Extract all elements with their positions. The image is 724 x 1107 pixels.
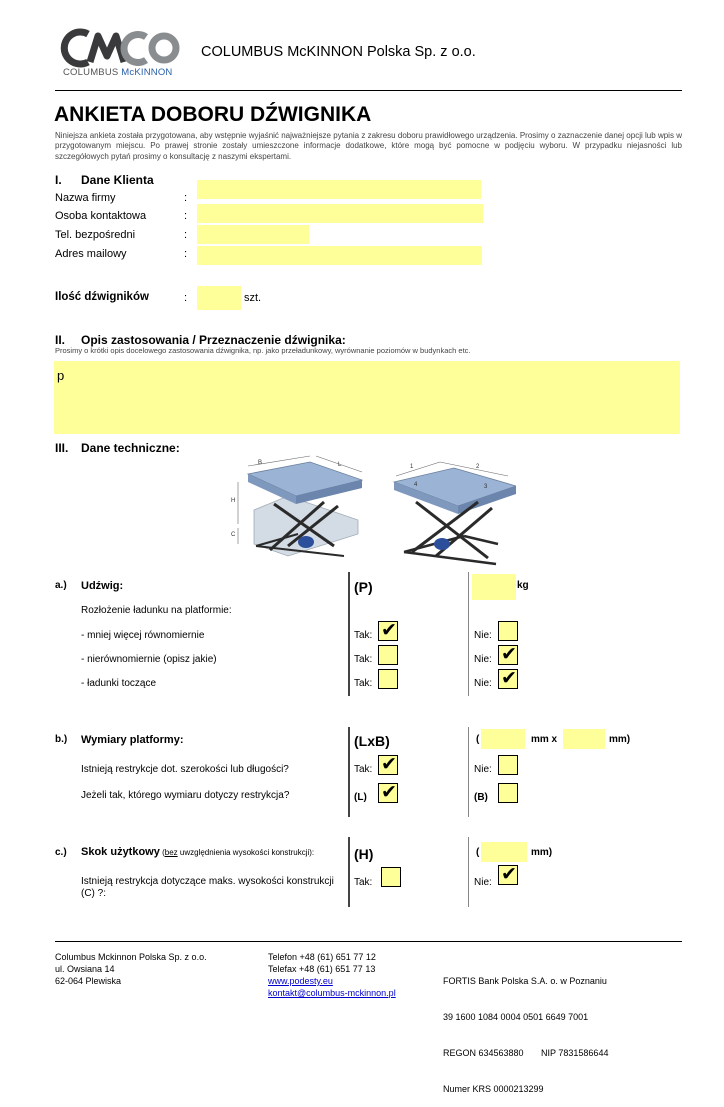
item-a-marker: a.) — [55, 580, 67, 591]
footer-krs: Numer KRS 0000213299 — [443, 1084, 544, 1094]
email-label: Adres mailowy — [55, 248, 127, 260]
footer-account: 39 1600 1084 0004 0501 6649 7001 — [443, 1012, 589, 1022]
column-divider — [468, 727, 469, 817]
restriction-l-checkbox[interactable] — [378, 783, 398, 803]
footer-company: Columbus Mckinnon Polska Sp. z o.o. — [55, 952, 207, 962]
mm-close-label: mm) — [609, 734, 631, 745]
height-restriction-no-checkbox[interactable] — [498, 865, 518, 885]
item-a-title: Udźwig: — [81, 580, 124, 592]
label-1: 1 — [410, 464, 414, 470]
item-a-symbol: (P) — [354, 579, 373, 595]
restricted-dimension-label: Jeżeli tak, którego wymiaru dotyczy restrykcja? — [81, 790, 290, 801]
textarea-value: p — [57, 368, 65, 383]
contact-person-label: Osoba kontaktowa — [55, 210, 147, 222]
item-c-marker: c.) — [55, 847, 67, 858]
footer-bank-name: FORTIS Bank Polska S.A. o. w Poznaniu — [443, 976, 607, 986]
stroke-height-input[interactable] — [481, 842, 527, 862]
footer-divider — [55, 941, 682, 942]
phone-input[interactable] — [197, 225, 309, 244]
contact-person-input[interactable] — [197, 204, 483, 223]
footer-email-link[interactable]: kontakt@columbus-mckinnon.pl — [268, 988, 396, 998]
no-label: Nie: — [474, 877, 492, 888]
page-title: ANKIETA DOBORU DŹWIGNIKA — [54, 103, 372, 126]
company-name-input[interactable] — [197, 180, 481, 199]
load-capacity-input[interactable] — [472, 574, 516, 600]
uneven-load-label: - nierównomiernie (opisz jakie) — [81, 654, 217, 665]
check-icon: ✔ — [501, 643, 517, 665]
dimension-restriction-yes-checkbox[interactable] — [378, 755, 398, 775]
load-distribution-label: Rozłożenie ładunku na platformie: — [81, 605, 232, 616]
mm-x-label: mm x — [531, 734, 558, 745]
stroke-title: Skok użytkowy — [81, 846, 160, 858]
dimension-restriction-no-checkbox[interactable] — [498, 755, 518, 775]
rolling-load-yes-checkbox[interactable] — [378, 669, 398, 689]
phone-label: Tel. bezpośredni — [55, 229, 136, 241]
colon: : — [184, 292, 188, 304]
footer-city: 62-064 Plewiska — [55, 976, 122, 986]
footer-fax: Telefax +48 (61) 651 77 13 — [268, 964, 376, 974]
column-divider — [348, 572, 350, 696]
section1-title: Dane Klienta — [81, 173, 154, 187]
label-b: B — [258, 460, 263, 466]
footer-street: ul. Owsiana 14 — [55, 964, 115, 974]
footer-regon-nip: REGON 634563880 NIP 7831586644 — [443, 1048, 609, 1058]
column-divider — [468, 572, 469, 696]
height-restriction-yes-checkbox[interactable] — [381, 867, 401, 887]
email-input[interactable] — [197, 246, 482, 265]
label-h: H — [231, 498, 236, 504]
section2-title: Opis zastosowania / Przeznaczenie dźwignika: — [81, 333, 346, 347]
column-divider — [348, 837, 350, 907]
stroke-note: ( — [159, 848, 165, 857]
stroke-note-underlined: bez — [164, 848, 178, 857]
section2-subtitle: Prosimy o krótki opis docelowego zastosowania dźwignika, np. jako przeładunkowy, wyrównanie poziomów w budynkach etc. — [55, 346, 471, 355]
item-b-title: Wymiary platformy: — [81, 734, 184, 746]
footer-address — [55, 951, 207, 987]
check-icon: ✔ — [501, 863, 517, 885]
yes-label: Tak: — [354, 678, 373, 689]
load-unit: kg — [517, 580, 529, 591]
label-4: 4 — [414, 482, 418, 488]
check-icon: ✔ — [381, 781, 397, 803]
colon: : — [184, 210, 188, 222]
label-2: 2 — [476, 464, 480, 470]
footer-phone: Telefon +48 (61) 651 77 12 — [268, 952, 376, 962]
quantity-unit: szt. — [244, 292, 262, 304]
footer-bank — [443, 951, 608, 1107]
yes-label: Tak: — [354, 764, 373, 775]
uneven-load-no-checkbox[interactable] — [498, 645, 518, 665]
quantity-label: Ilość dźwigników — [55, 291, 149, 303]
no-label: Nie: — [474, 654, 492, 665]
section2-number: II. — [55, 333, 66, 347]
colon: : — [184, 192, 188, 204]
b-label: (B) — [474, 792, 488, 803]
section3-title: Dane techniczne: — [81, 441, 180, 455]
quantity-input[interactable] — [197, 286, 241, 310]
stroke-note: uwzględnienia wysokości konstrukcji): — [177, 848, 315, 857]
logo-subtitle: COLUMBUS McKINNON — [63, 67, 173, 78]
height-restriction-label: Istnieją restrykcja dotyczące maks. wysokości konstrukcji (C) ?: — [81, 876, 334, 899]
item-c-symbol: (H) — [354, 846, 374, 862]
section1-number: I. — [55, 173, 62, 187]
yes-label: Tak: — [354, 654, 373, 665]
item-b-marker: b.) — [55, 734, 68, 745]
label-3: 3 — [484, 484, 488, 490]
section3-number: III. — [55, 441, 69, 455]
lift-table-diagram — [226, 452, 516, 572]
even-load-no-checkbox[interactable] — [498, 621, 518, 641]
mm-close-label: mm) — [531, 847, 553, 858]
yes-label: Tak: — [354, 630, 373, 641]
company-name-label: Nazwa firmy — [55, 192, 116, 204]
open-paren: ( — [476, 847, 480, 858]
l-label: (L) — [354, 792, 367, 803]
column-divider — [468, 837, 469, 907]
no-label: Nie: — [474, 764, 492, 775]
rolling-load-no-checkbox[interactable] — [498, 669, 518, 689]
column-divider — [348, 727, 350, 817]
rolling-load-label: - ładunki toczące — [81, 678, 157, 689]
platform-length-input[interactable] — [481, 729, 525, 749]
colon: : — [184, 248, 188, 260]
intro-text: Niniejsza ankieta została przygotowana, aby wstępnie wyjaśnić najważniejsze pytania z zakresu doboru prawidłowego urządzenia. Prosimy o zaznaczenie danej opcji lub wpis w przygotowanym miejscu. Po prawej stronie zostały umieszczone informacje dodatkowe, które mogą być pomocne w podjęciu wyboru. W przypadku niejasności lub szczegółowych pytań prosimy o konsultację z naszymi ekspertami. — [55, 131, 682, 161]
label-l: L — [338, 462, 342, 468]
header-divider — [55, 90, 682, 91]
uneven-load-yes-checkbox[interactable] — [378, 645, 398, 665]
check-icon: ✔ — [501, 667, 517, 689]
item-c-title — [81, 846, 314, 858]
footer-contact — [268, 951, 396, 999]
even-load-label: - mniej więcej równomiernie — [81, 630, 205, 641]
restriction-b-checkbox[interactable] — [498, 783, 518, 803]
check-icon: ✔ — [381, 753, 397, 775]
no-label: Nie: — [474, 678, 492, 689]
scissor-lift-icon — [226, 452, 516, 572]
item-b-symbol: (LxB) — [354, 733, 390, 749]
label-c: C — [231, 532, 236, 538]
company-name: COLUMBUS McKINNON Polska Sp. z o.o. — [201, 44, 476, 60]
footer-website-link[interactable]: www.podesty.eu — [268, 976, 333, 986]
no-label: Nie: — [474, 630, 492, 641]
colon: : — [184, 229, 188, 241]
platform-width-input[interactable] — [563, 729, 605, 749]
check-icon: ✔ — [381, 619, 397, 641]
open-paren: ( — [476, 734, 480, 745]
dimension-restriction-label: Istnieją restrykcje dot. szerokości lub długości? — [81, 764, 289, 775]
yes-label: Tak: — [354, 877, 373, 888]
application-description-textarea[interactable] — [54, 361, 680, 434]
even-load-yes-checkbox[interactable] — [378, 621, 398, 641]
